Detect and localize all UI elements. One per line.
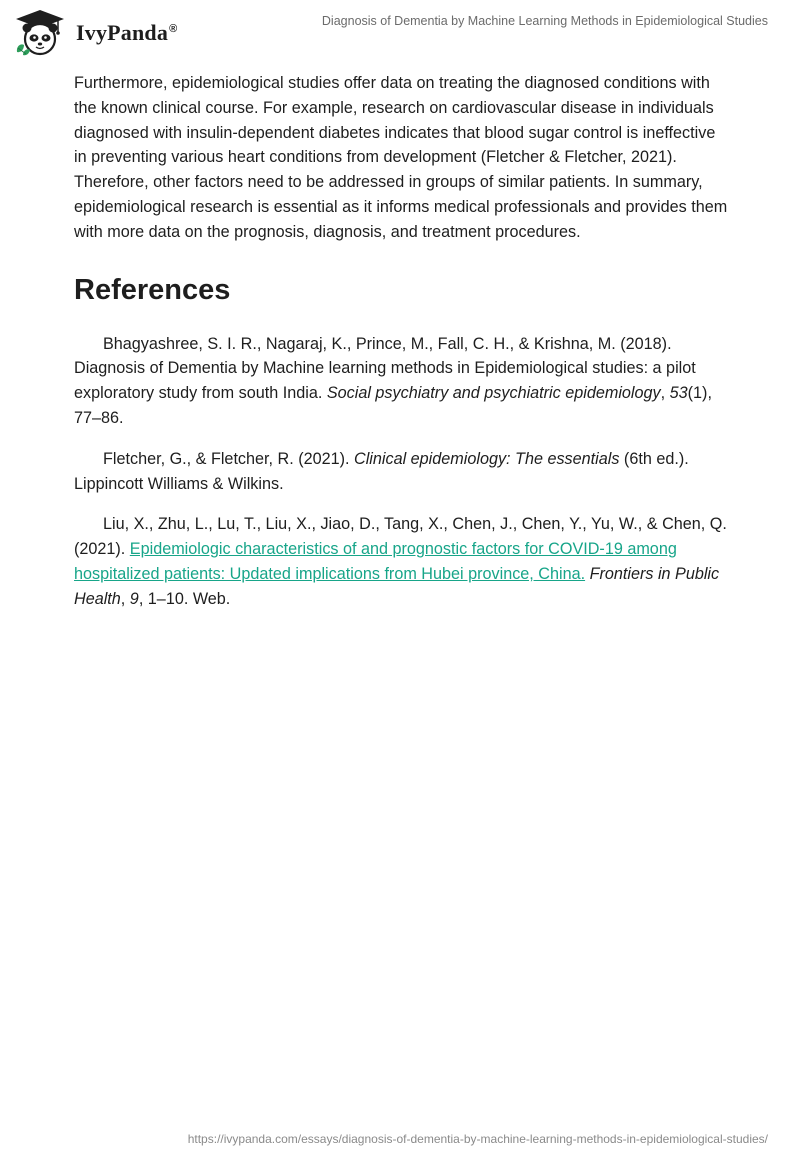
- reference-journal: Frontiers in Public Health: [74, 564, 720, 608]
- reference-tail: , 1–10. Web.: [138, 589, 231, 608]
- reference-volume: 9: [129, 589, 139, 608]
- reference-tail: (6th ed.). Lippincott Williams & Wilkins.: [74, 449, 689, 493]
- reference-separator: ,: [660, 384, 670, 403]
- reference-authors: Fletcher, G., & Fletcher, R. (2021).: [103, 449, 354, 468]
- reference-volume: 53: [669, 384, 688, 403]
- reference-item: [74, 512, 730, 611]
- essay-content: [74, 71, 730, 612]
- ivypanda-logo[interactable]: [14, 8, 177, 58]
- reference-item: [74, 332, 730, 431]
- registered-mark: ®: [169, 22, 178, 35]
- reference-authors: Liu, X., Zhu, L., Lu, T., Liu, X., Jiao, D., Tang, X., Chen, J., Chen, Y., Yu, W., & Chen, Q. (2021).: [74, 515, 727, 559]
- page-header: [0, 0, 800, 70]
- reference-separator: ,: [120, 589, 130, 608]
- reference-book-title: Clinical epidemiology: The essentials: [354, 449, 620, 468]
- reference-link[interactable]: Epidemiologic characteristics of and prognostic factors for COVID-19 among hospitalized patients: Updated implications from Hubei province, China.: [74, 540, 677, 583]
- reference-item: [74, 447, 730, 497]
- reference-tail: (1), 77–86.: [74, 384, 712, 427]
- brand-name: IvyPanda®: [76, 20, 178, 45]
- body-paragraph: Furthermore, epidemiological studies offer data on treating the diagnosed conditions with the known clinical course. For example, research on cardiovascular disease in individuals diagnosed with insulin-dependent diabetes indicates that blood sugar control is ineffective in preventing various heart conditions from development (Fletcher & Fletcher, 2021). Therefore, other factors need to be addressed in groups of similar patients. In summary, epidemiological research is essential as it informs medical professionals and provides them with more data on the prognosis, diagnosis, and treatment procedures.: [74, 74, 728, 241]
- document-title: Diagnosis of Dementia by Machine Learning Methods in Epidemiological Studies: [321, 14, 768, 28]
- references-heading: References: [74, 273, 231, 306]
- reference-journal: Social psychiatry and psychiatric epidemiology: [326, 384, 661, 403]
- footer-url: https://ivypanda.com/essays/diagnosis-of-dementia-by-machine-learning-methods-in-epidemiological-studies/: [187, 1132, 768, 1146]
- reference-authors-title: Bhagyashree, S. I. R., Nagaraj, K., Prince, M., Fall, C. H., & Krishna, M. (2018). Diagnosis of Dementia by Machine learning methods in Epidemiological studies: a pilot exploratory study from south India.: [74, 334, 696, 403]
- panda-graduate-icon: [14, 8, 66, 58]
